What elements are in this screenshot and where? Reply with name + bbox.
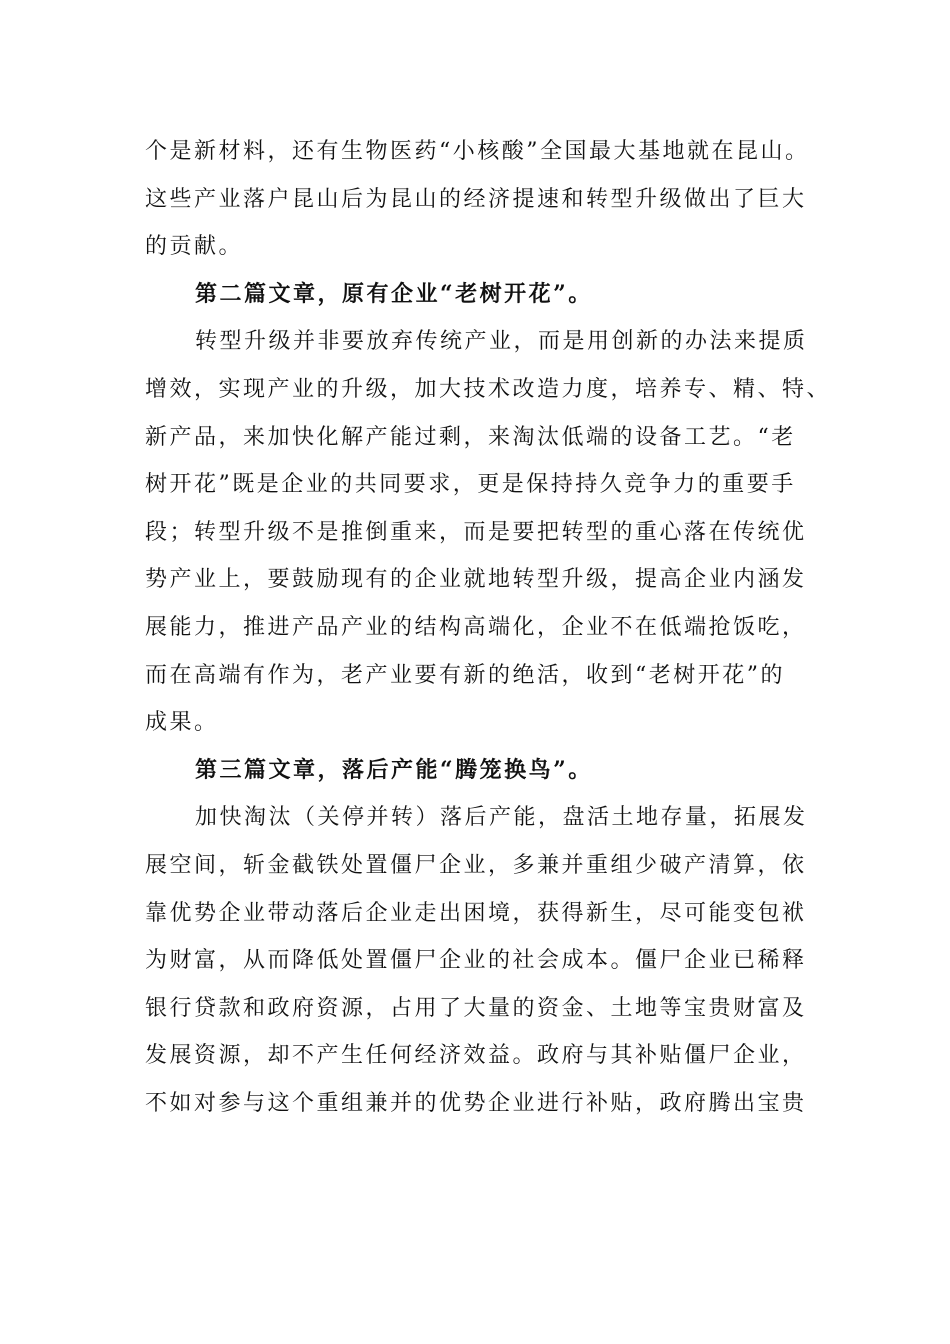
text-line: 的贡献。 — [145, 234, 244, 260]
text-line: 加快淘汰（关停并转）落后产能，盘活土地存量，拓展发 — [195, 805, 808, 831]
text-line: 转型升级并非要放弃传统产业，而是用创新的办法来提质 — [195, 329, 808, 355]
heading-line: 第三篇文章，落后产能“腾笼换鸟”。 — [195, 756, 593, 783]
text-line: 段；转型升级不是推倒重来，而是要把转型的重心落在传统优 — [145, 519, 807, 545]
text-line: 靠优势企业带动落后企业走出困境，获得新生，尽可能变包袱 — [145, 900, 807, 926]
paragraph-continuation — [145, 128, 810, 271]
text-line: 增效，实现产业的升级，加大技术改造力度，培养专、精、特、 — [145, 376, 832, 402]
heading-line: 第二篇文章，原有企业“老树开花”。 — [195, 280, 593, 307]
text-line: 展能力，推进产品产业的结构高端化，企业不在低端抢饭吃， — [145, 614, 807, 640]
text-line: 而在高端有作为，老产业要有新的绝活，收到“老树开花”的 — [145, 662, 785, 688]
text-line: 发展资源，却不产生任何经济效益。政府与其补贴僵尸企业， — [145, 1043, 807, 1069]
text-line: 树开花”既是企业的共同要求，更是保持持久竞争力的重要手 — [145, 472, 796, 498]
document-body — [145, 128, 832, 1127]
text-line: 成果。 — [145, 710, 219, 736]
text-line: 势产业上，要鼓励现有的企业就地转型升级，提高企业内涵发 — [145, 567, 807, 593]
text-line: 新产品，来加快化解产能过剩，来淘汰低端的设备工艺。“老 — [145, 424, 796, 450]
paragraph-vacate-cage — [145, 794, 808, 1127]
section-heading-second-article — [145, 271, 805, 319]
paragraph-old-tree-blossom — [145, 318, 832, 746]
text-line: 银行贷款和政府资源，占用了大量的资金、土地等宝贵财富及 — [145, 995, 807, 1021]
section-heading-third-article — [145, 747, 805, 795]
text-line: 展空间，斩金截铁处置僵尸企业，多兼并重组少破产清算，依 — [145, 852, 807, 878]
text-line: 为财富，从而降低处置僵尸企业的社会成本。僵尸企业已稀释 — [145, 948, 807, 974]
text-line: 个是新材料，还有生物医药“小核酸”全国最大基地就在昆山。 — [145, 139, 810, 164]
text-line: 不如对参与这个重组兼并的优势企业进行补贴，政府腾出宝贵 — [145, 1090, 807, 1116]
text-line: 这些产业落户昆山后为昆山的经济提速和转型升级做出了巨大 — [145, 186, 807, 212]
